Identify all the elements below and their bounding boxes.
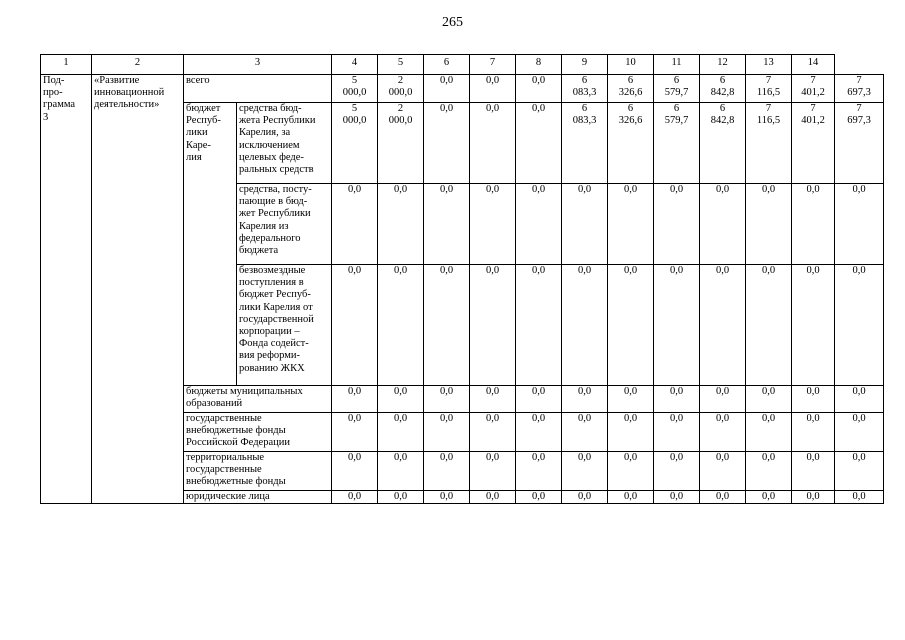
row-label: безвозмездные поступления в бюджет Респуб- лики Карелия от государственной корпорации – Фонда содейст- вия реформи- рованию ЖКХ <box>237 265 332 386</box>
value-cell: 0,0 <box>654 452 700 491</box>
value-cell: 0,0 <box>516 103 562 184</box>
value-cell: 0,0 <box>792 265 835 386</box>
value-cell: 0,0 <box>608 184 654 265</box>
value-cell: 0,0 <box>424 184 470 265</box>
value-cell: 0,0 <box>700 491 746 504</box>
value-cell: 2 000,0 <box>378 75 424 103</box>
value-cell: 0,0 <box>835 491 884 504</box>
value-cell: 0,0 <box>746 386 792 413</box>
value-cell: 0,0 <box>792 491 835 504</box>
value-cell: 6 579,7 <box>654 103 700 184</box>
column-header: 13 <box>746 55 792 75</box>
value-cell: 6 083,3 <box>562 75 608 103</box>
value-cell: 0,0 <box>835 184 884 265</box>
value-cell: 0,0 <box>378 386 424 413</box>
value-cell: 0,0 <box>746 491 792 504</box>
value-cell: 7 697,3 <box>835 103 884 184</box>
value-cell: 6 842,8 <box>700 75 746 103</box>
value-cell: 0,0 <box>654 386 700 413</box>
value-cell: 0,0 <box>792 386 835 413</box>
value-cell: 0,0 <box>332 265 378 386</box>
value-cell: 0,0 <box>516 452 562 491</box>
value-cell: 0,0 <box>700 413 746 452</box>
value-cell: 0,0 <box>654 184 700 265</box>
value-cell: 0,0 <box>470 103 516 184</box>
row-label: средства бюд- жета Республики Карелия, за исключением целевых феде- ральных средств <box>237 103 332 184</box>
value-cell: 0,0 <box>516 413 562 452</box>
value-cell: 0,0 <box>562 265 608 386</box>
value-cell: 0,0 <box>700 452 746 491</box>
value-cell: 0,0 <box>424 491 470 504</box>
value-cell: 0,0 <box>654 265 700 386</box>
value-cell: 0,0 <box>562 386 608 413</box>
row-label: территориальные государственные внебюджетные фонды <box>184 452 332 491</box>
value-cell: 0,0 <box>378 491 424 504</box>
value-cell: 0,0 <box>562 413 608 452</box>
column-header: 2 <box>92 55 184 75</box>
value-cell: 0,0 <box>746 413 792 452</box>
column-header: 6 <box>424 55 470 75</box>
value-cell: 7 401,2 <box>792 75 835 103</box>
value-cell: 0,0 <box>516 491 562 504</box>
value-cell: 0,0 <box>378 413 424 452</box>
value-cell: 0,0 <box>654 491 700 504</box>
page-number: 265 <box>442 15 463 30</box>
value-cell: 0,0 <box>835 413 884 452</box>
row-label: средства, посту- пающие в бюд- жет Республики Карелия из федерального бюджета <box>237 184 332 265</box>
value-cell: 0,0 <box>700 386 746 413</box>
value-cell: 0,0 <box>424 103 470 184</box>
value-cell: 0,0 <box>378 184 424 265</box>
value-cell: 0,0 <box>792 452 835 491</box>
table-row <box>41 75 884 103</box>
value-cell: 0,0 <box>424 265 470 386</box>
value-cell: 0,0 <box>562 452 608 491</box>
value-cell: 0,0 <box>378 265 424 386</box>
column-header: 8 <box>516 55 562 75</box>
value-cell: 6 842,8 <box>700 103 746 184</box>
column-header: 7 <box>470 55 516 75</box>
value-cell: 0,0 <box>516 184 562 265</box>
row-label: всего <box>184 75 332 103</box>
budget-table <box>40 54 884 504</box>
value-cell: 7 116,5 <box>746 75 792 103</box>
value-cell: 0,0 <box>608 386 654 413</box>
value-cell: 0,0 <box>470 452 516 491</box>
value-cell: 0,0 <box>332 491 378 504</box>
program-code: Под- про- грамма 3 <box>41 75 92 504</box>
column-header: 9 <box>562 55 608 75</box>
value-cell: 0,0 <box>470 491 516 504</box>
column-header: 11 <box>654 55 700 75</box>
budget-group-label: бюджет Респуб- лики Каре- лия <box>184 103 237 386</box>
value-cell: 0,0 <box>470 75 516 103</box>
value-cell: 6 083,3 <box>562 103 608 184</box>
value-cell: 0,0 <box>700 184 746 265</box>
value-cell: 0,0 <box>562 491 608 504</box>
value-cell: 0,0 <box>792 413 835 452</box>
value-cell: 0,0 <box>332 452 378 491</box>
value-cell: 2 000,0 <box>378 103 424 184</box>
column-header: 4 <box>332 55 378 75</box>
column-header: 5 <box>378 55 424 75</box>
value-cell: 6 326,6 <box>608 75 654 103</box>
value-cell: 0,0 <box>654 413 700 452</box>
row-label: бюджеты муниципальных образований <box>184 386 332 413</box>
value-cell: 6 579,7 <box>654 75 700 103</box>
row-label: юридические лица <box>184 491 332 504</box>
value-cell: 7 697,3 <box>835 75 884 103</box>
value-cell: 0,0 <box>516 386 562 413</box>
value-cell: 5 000,0 <box>332 103 378 184</box>
value-cell: 0,0 <box>332 413 378 452</box>
value-cell: 0,0 <box>332 184 378 265</box>
value-cell: 0,0 <box>424 413 470 452</box>
value-cell: 0,0 <box>470 386 516 413</box>
column-header: 3 <box>184 55 332 75</box>
value-cell: 0,0 <box>746 452 792 491</box>
value-cell: 7 116,5 <box>746 103 792 184</box>
value-cell: 0,0 <box>516 75 562 103</box>
value-cell: 0,0 <box>792 184 835 265</box>
value-cell: 0,0 <box>424 75 470 103</box>
value-cell: 0,0 <box>332 386 378 413</box>
column-header: 14 <box>792 55 835 75</box>
value-cell: 0,0 <box>746 265 792 386</box>
value-cell: 0,0 <box>608 413 654 452</box>
value-cell: 0,0 <box>470 265 516 386</box>
value-cell: 0,0 <box>608 491 654 504</box>
column-header: 10 <box>608 55 654 75</box>
value-cell: 0,0 <box>835 386 884 413</box>
value-cell: 0,0 <box>562 184 608 265</box>
value-cell: 0,0 <box>746 184 792 265</box>
column-header: 1 <box>41 55 92 75</box>
value-cell: 6 326,6 <box>608 103 654 184</box>
value-cell: 0,0 <box>516 265 562 386</box>
value-cell: 7 401,2 <box>792 103 835 184</box>
value-cell: 0,0 <box>700 265 746 386</box>
row-label: государственные внебюджетные фонды Российской Федерации <box>184 413 332 452</box>
value-cell: 5 000,0 <box>332 75 378 103</box>
value-cell: 0,0 <box>378 452 424 491</box>
header-row <box>41 55 884 75</box>
value-cell: 0,0 <box>608 452 654 491</box>
value-cell: 0,0 <box>424 452 470 491</box>
value-cell: 0,0 <box>470 413 516 452</box>
value-cell: 0,0 <box>470 184 516 265</box>
program-name: «Развитие инновационной деятельности» <box>92 75 184 504</box>
value-cell: 0,0 <box>835 265 884 386</box>
value-cell: 0,0 <box>424 386 470 413</box>
column-header: 12 <box>700 55 746 75</box>
value-cell: 0,0 <box>608 265 654 386</box>
value-cell: 0,0 <box>835 452 884 491</box>
